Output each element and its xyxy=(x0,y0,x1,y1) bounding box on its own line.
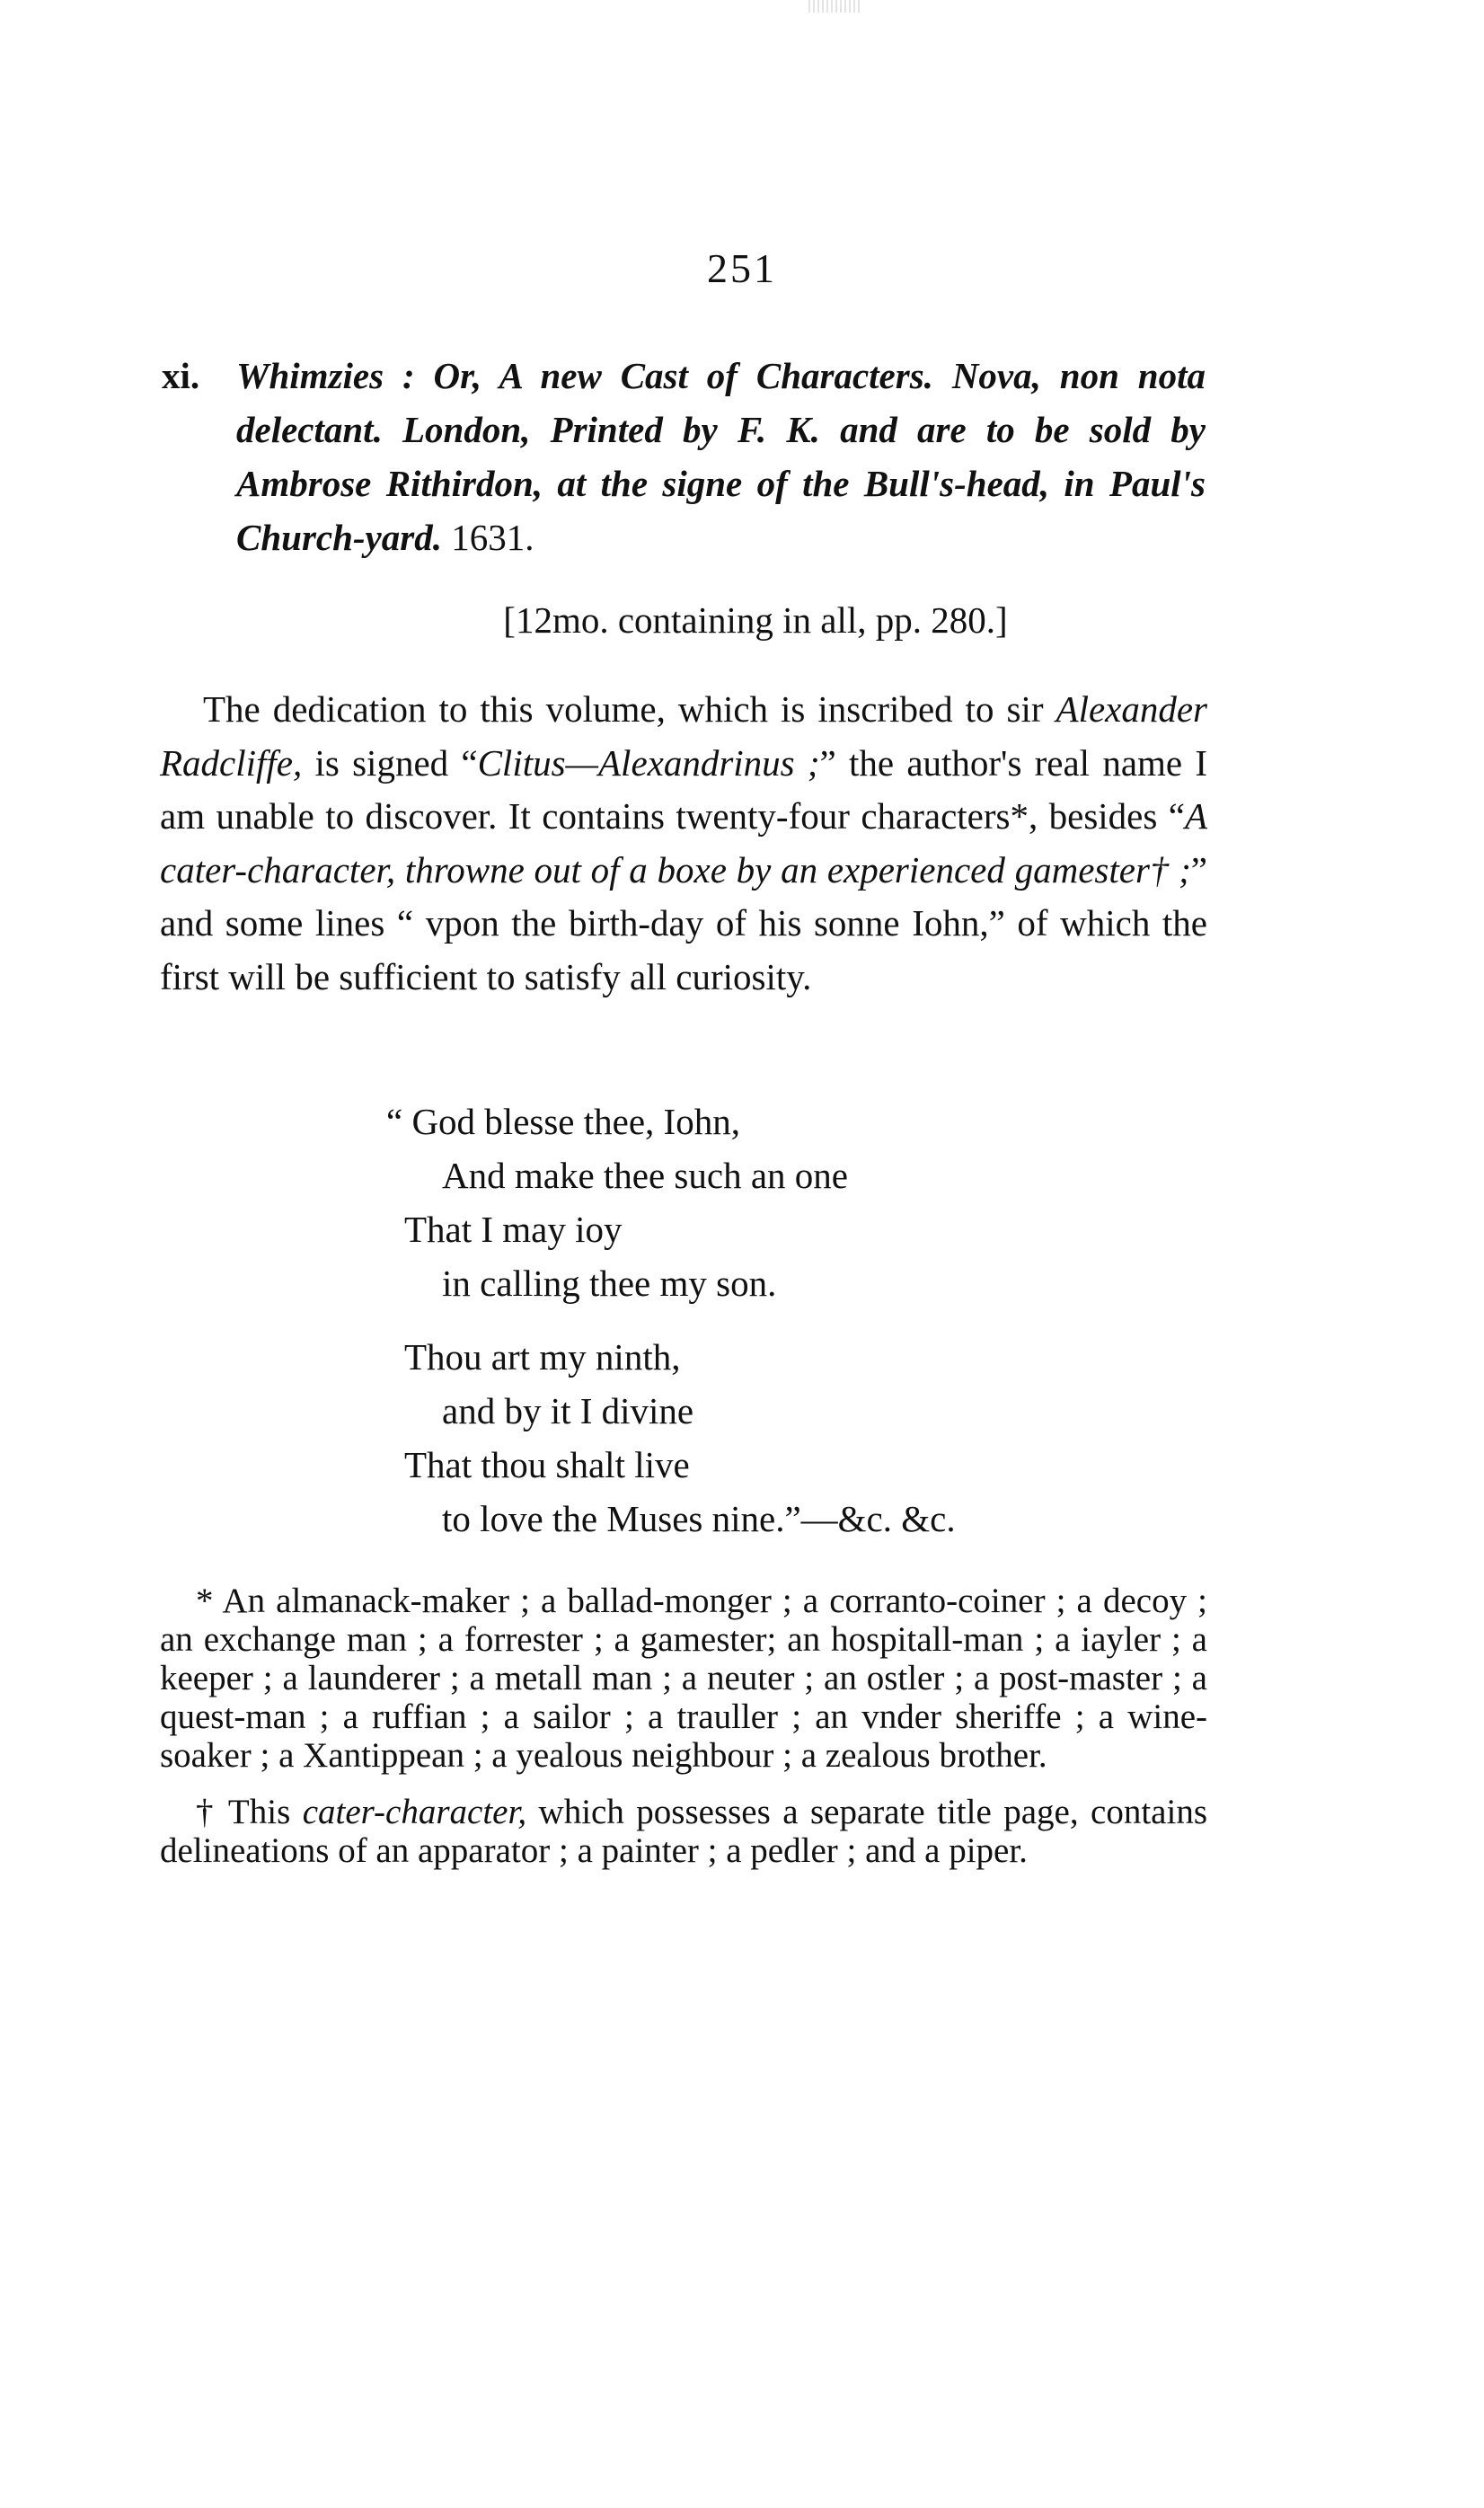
poem-line: That thou shalt live xyxy=(404,1444,690,1485)
body-text-c: ” the author's real name I am unable to discover. It contains twenty-four characters*, besides “ xyxy=(160,741,1207,837)
poem-line: That I may ioy xyxy=(404,1209,623,1250)
poem-line: “ God blesse thee, Iohn, xyxy=(386,1101,740,1142)
footnote-asterisk: * An almanack-maker ; a ballad-monger ; a corranto-coiner ; a decoy ; an exchange man ; a forrester ; a gamester; an hospitall-man ; a iayler ; a keeper ; a launderer ; a metall man ; a neuter ; an ostler ; a post-master ; a quest-man ; a ruffian ; a sailor ; a trauller ; an vnder sheriffe ; a wine-soaker ; a Xantippean ; a yealous neighbour ; a zealous brother. xyxy=(160,1582,1207,1775)
poem xyxy=(386,1094,1213,1565)
poem-line: in calling thee my son. xyxy=(442,1263,777,1304)
poem-line: And make thee such an one xyxy=(442,1155,848,1196)
scan-artifact xyxy=(808,0,861,13)
poem-stanza-2 xyxy=(404,1330,1213,1546)
poem-line: Thou art my ninth, xyxy=(404,1336,681,1378)
entry-title xyxy=(236,349,1206,564)
body-paragraph xyxy=(160,683,1207,1004)
body-text-a: The dedication to this volume, which is inscribed to sir xyxy=(203,688,1044,730)
signature-name: Clitus—Alexandrinus ; xyxy=(477,741,820,784)
poem-stanza-1 xyxy=(386,1094,1213,1310)
dedicatee-name: Alexander Radcliffe, xyxy=(160,688,1208,784)
format-note: [12mo. containing in all, pp. 280.] xyxy=(503,599,1008,641)
page-number: 251 xyxy=(707,245,777,291)
footnote-dagger-text-a: † This xyxy=(196,1793,303,1831)
poem-line: to love the Muses nine.”—&c. &c. xyxy=(442,1498,956,1539)
footnotes xyxy=(160,1582,1207,1888)
body-text-b: is signed “ xyxy=(302,741,478,784)
body-text-d: ” and some lines “ vpon the birth-day of his sonne Iohn,” of which the first will be sufficient to satisfy all curiosity. xyxy=(160,848,1207,997)
bibliography-entry xyxy=(162,349,1206,564)
footnote-dagger-text-b: which possesses a separate title page, contains delineations of an apparator ; a painter ; a pedler ; and a piper. xyxy=(160,1793,1208,1870)
entry-numeral: xi. xyxy=(162,355,200,396)
entry-year: 1631. xyxy=(451,517,534,558)
footnote-dagger-term: cater-character, xyxy=(302,1793,527,1831)
poem-line: and by it I divine xyxy=(442,1390,694,1431)
footnote-dagger xyxy=(160,1793,1207,1870)
entry-title-text: Whimzies : Or, A new Cast of Characters. Nova, non nota delectant. London, Printed by F. K. and are to be sold by Ambrose Rithirdon, at the signe of the Bull's-head, in Paul's Church-yard. xyxy=(236,355,1206,558)
cater-character-title: A cater-character, throwne out of a boxe by an experienced gamester† ; xyxy=(160,795,1207,891)
